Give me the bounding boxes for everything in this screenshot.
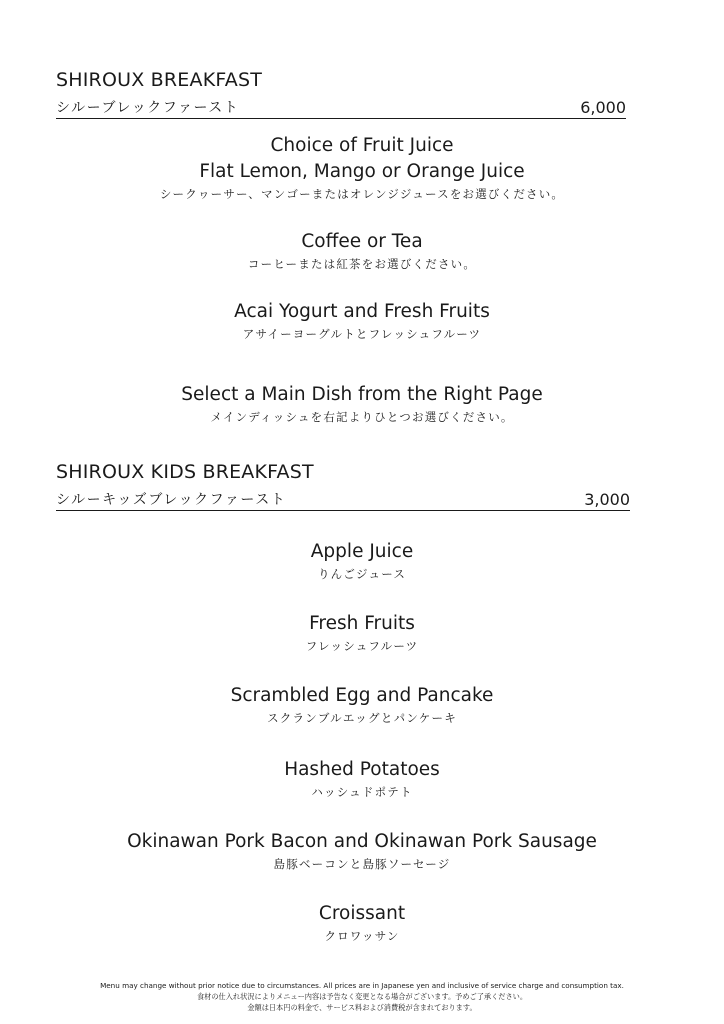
item-name: Hashed Potatoes [284,759,440,780]
kids-breakfast-title: SHIROUX KIDS BREAKFAST [56,461,314,483]
menu-item-pork-bacon-sausage [0,829,724,873]
breakfast-price: 6,000 [580,98,626,117]
item-name: Fresh Fruits [309,613,415,634]
item-name: Okinawan Pork Bacon and Okinawan Pork Sausage [127,831,597,852]
item-name-jp: スクランブルエッグとパンケーキ [267,711,457,725]
item-name-detail: Flat Lemon, Mango or Orange Juice [199,161,525,182]
item-name: Coffee or Tea [301,231,423,252]
item-name-jp: メインディッシュを右記よりひとつお選びください。 [210,410,514,424]
item-name-jp: クロワッサン [324,929,400,943]
menu-item-fresh-fruits [0,611,724,655]
kids-breakfast-subline [56,488,630,511]
footer-line-en: Menu may change without prior notice due to circumstances. All prices are in Japanese yen and inclusive of service charge and consumption tax. [100,981,624,990]
item-name: Select a Main Dish from the Right Page [181,384,543,405]
item-name: Choice of Fruit Juice [270,135,454,156]
breakfast-subline [56,96,626,119]
menu-item-main-dish [0,382,724,426]
kids-breakfast-price: 3,000 [584,490,630,509]
menu-item-hashed-potatoes [0,757,724,801]
item-name-jp: 島豚ベーコンと島豚ソーセージ [273,857,451,871]
kids-breakfast-subtitle-jp: シルーキッズブレックファースト [56,492,287,508]
item-name: Acai Yogurt and Fresh Fruits [234,301,490,322]
item-name: Croissant [318,903,406,924]
footer-line-jp-1: 食材の仕入れ状況によりメニュー内容は予告なく変更となる場合がございます。予めご了承ください。 [196,992,528,1001]
breakfast-subtitle-jp: シルーブレックファースト [56,100,240,116]
item-name: Scrambled Egg and Pancake [230,685,494,706]
item-name-jp: りんごジュース [317,567,407,581]
footer-notice [0,980,724,1013]
item-name-jp: アサイーヨーグルトとフレッシュフルーツ [242,327,482,341]
item-name-jp: ハッシュドポテト [311,785,413,799]
menu-item-fruit-juice [0,133,724,203]
breakfast-title: SHIROUX BREAKFAST [56,69,263,91]
menu-item-coffee-tea [0,229,724,273]
menu-item-apple-juice [0,539,724,583]
menu-item-acai-yogurt [0,299,724,343]
item-name: Apple Juice [310,541,414,562]
item-name-jp: コーヒーまたは紅茶をお選びください。 [247,257,477,271]
item-name-jp: シークヮーサー、マンゴーまたはオレンジジュースをお選びください。 [159,187,565,201]
menu-item-croissant [0,901,724,945]
menu-item-egg-pancake [0,683,724,727]
item-name-jp: フレッシュフルーツ [305,639,419,653]
footer-line-jp-2: 金額は日本円の料金で、サービス料および消費税が含まれております。 [247,1003,477,1012]
